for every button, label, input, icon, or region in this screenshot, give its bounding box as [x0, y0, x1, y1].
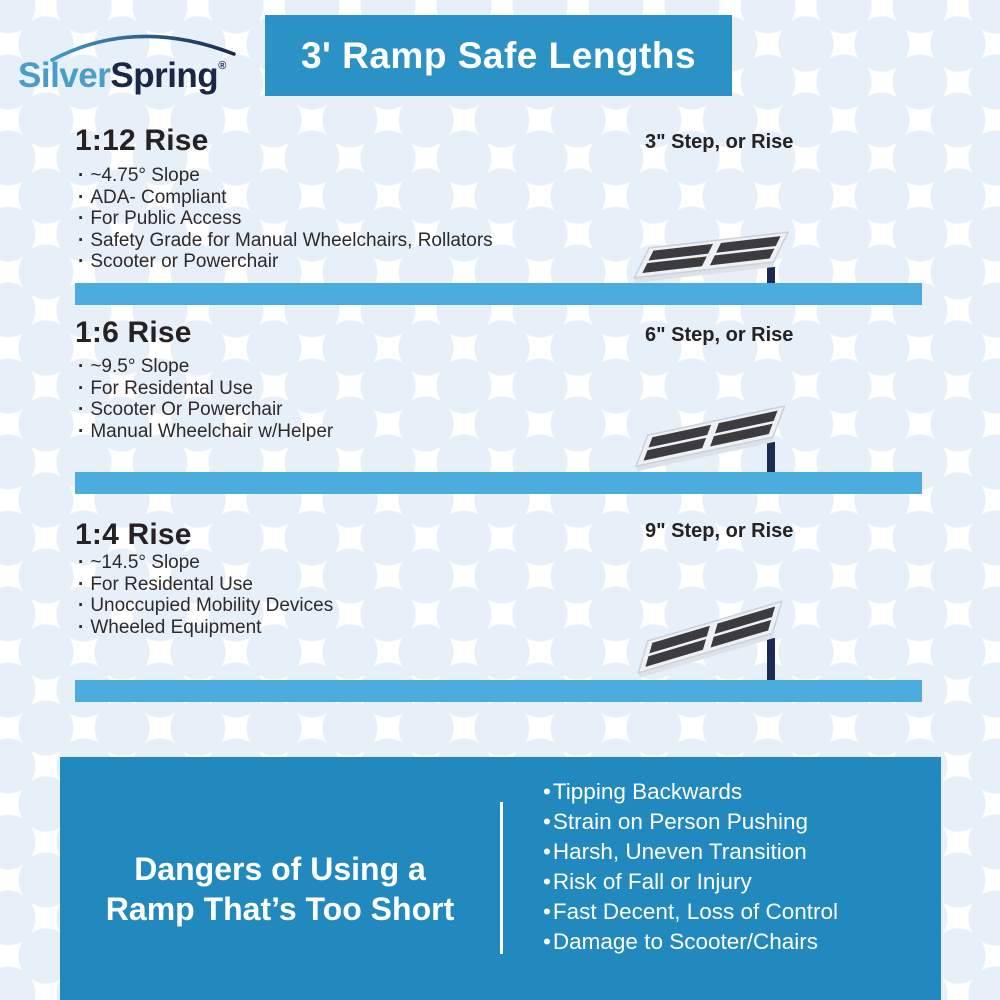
- bullet-item: · Safety Grade for Manual Wheelchairs, Rollators: [78, 230, 493, 252]
- danger-item: • Strain on Person Pushing: [543, 807, 838, 837]
- page-title: 3' Ramp Safe Lengths: [300, 34, 697, 76]
- step-rise-label-9in: 9" Step, or Rise: [645, 520, 794, 542]
- ground-bar: [75, 680, 922, 702]
- bullet-item: · ~9.5° Slope: [78, 356, 333, 378]
- dangers-title-line1: Dangers of Using a: [134, 851, 426, 887]
- dangers-list: [543, 777, 838, 957]
- ramp-on-step-illustration: [628, 592, 803, 680]
- section-1-12-heading: 1:12 Rise: [75, 124, 209, 157]
- section-1-4-heading: 1:4 Rise: [75, 518, 192, 551]
- dangers-title-line2: Ramp That’s Too Short: [105, 891, 455, 927]
- section-1-6-heading: 1:6 Rise: [75, 316, 192, 349]
- silverspring-logo: [18, 24, 258, 100]
- bullet-item: · For Public Access: [78, 208, 493, 230]
- title-banner: [265, 15, 732, 96]
- danger-item: • Risk of Fall or Injury: [543, 867, 838, 897]
- dangers-panel: [60, 757, 941, 1000]
- logo-spring-text: Spring: [110, 56, 219, 95]
- registered-mark: ®: [218, 60, 226, 72]
- bullet-item: · Scooter or Powerchair: [78, 251, 493, 273]
- bullet-item: · Wheeled Equipment: [78, 617, 333, 639]
- danger-item: • Harsh, Uneven Transition: [543, 837, 838, 867]
- section-1-4-bullet-list: [78, 552, 333, 638]
- bullet-item: · For Residental Use: [78, 378, 333, 400]
- step-rise-label-3in: 3" Step, or Rise: [645, 131, 794, 153]
- ramp-on-step-illustration: [628, 221, 803, 283]
- section-1-12-bullet-list: [78, 165, 493, 273]
- bullet-item: · Unoccupied Mobility Devices: [78, 595, 333, 617]
- danger-item: • Fast Decent, Loss of Control: [543, 897, 838, 927]
- section-1-6-bullet-list: [78, 356, 333, 442]
- bullet-item: · ~14.5° Slope: [78, 552, 333, 574]
- dangers-title: [60, 849, 500, 929]
- bullet-item: · Manual Wheelchair w/Helper: [78, 421, 333, 443]
- ground-bar: [75, 283, 922, 305]
- ramp-on-step-illustration: [628, 396, 803, 472]
- bullet-item: · ADA- Compliant: [78, 187, 493, 209]
- bullet-item: · ~4.75° Slope: [78, 165, 493, 187]
- vertical-divider: [500, 802, 503, 954]
- step-rise-label-6in: 6" Step, or Rise: [645, 324, 794, 346]
- ground-bar: [75, 472, 922, 494]
- bullet-item: · For Residental Use: [78, 574, 333, 596]
- danger-item: • Damage to Scooter/Chairs: [543, 927, 838, 957]
- logo-wordmark: [18, 56, 226, 96]
- logo-silver-text: Silver: [18, 56, 111, 95]
- bullet-item: · Scooter Or Powerchair: [78, 399, 333, 421]
- danger-item: • Tipping Backwards: [543, 777, 838, 807]
